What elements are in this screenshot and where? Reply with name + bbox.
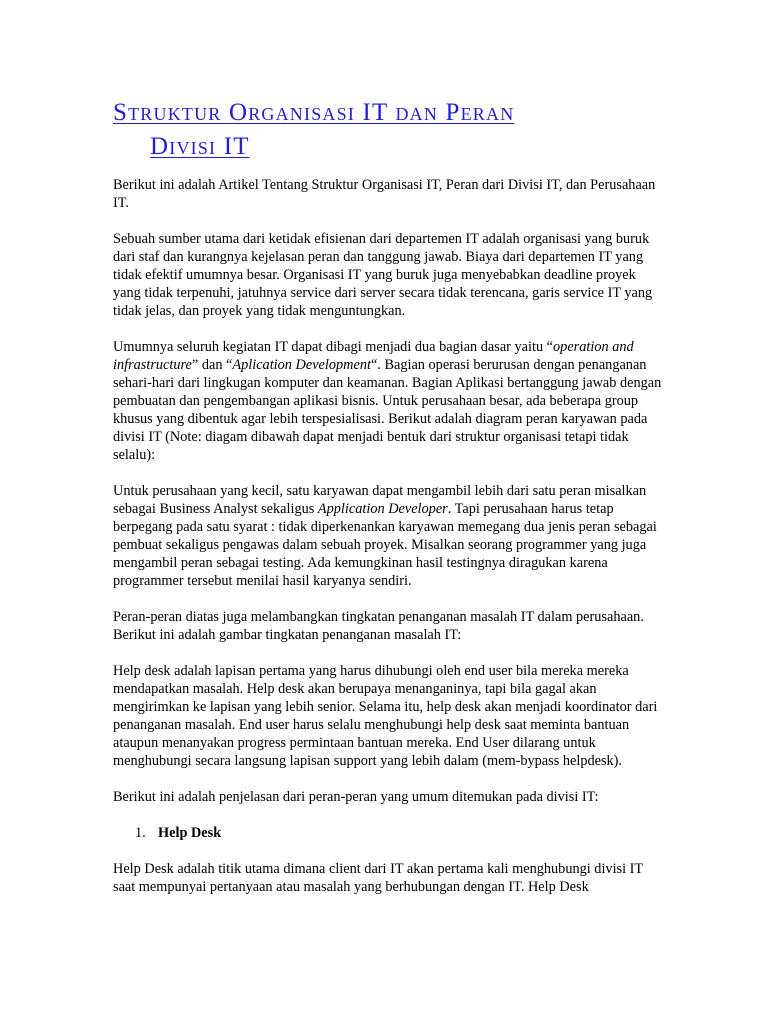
paragraph-text: Untuk perusahaan yang kecil, satu karyawan dapat mengambil lebih dari satu peran misalkan sebagai Business Analyst sekaligus xyxy=(113,483,647,517)
page-title xyxy=(113,96,673,164)
list-item xyxy=(113,824,666,842)
paragraph-help-desk: Help Desk adalah titik utama dimana client dari IT akan pertama kali menghubungi divisi IT saat mempunyai pertanyaan atau masalah yang berhubungan dengan IT. Help Desk xyxy=(113,861,643,895)
title-line-2: Divisi IT xyxy=(150,133,250,160)
article-body xyxy=(113,176,666,914)
list-item-label: Help Desk xyxy=(158,825,222,841)
roles-list xyxy=(113,824,666,842)
paragraph-text: . Tapi perusahaan harus tetap berpegang pada satu syarat : tidak diperkenankan karyawan memegang dua jenis peran sebagai pembuat sekaligus pengawas dalam sebuah proyek. Misalkan seorang programmer yang juga mengambil peran sebagai testing. Ada kemungkinan hasil testingnya diragukan karena programmer tersebut menilai hasil karyanya sendiri. xyxy=(113,501,657,589)
paragraph-small-company xyxy=(113,482,666,590)
paragraph-text: Umumnya seluruh kegiatan IT dapat dibagi menjadi dua bagian dasar yaitu “ xyxy=(113,339,554,355)
paragraph-intro: Berikut ini adalah Artikel Tentang Struktur Organisasi IT, Peran dari Divisi IT, dan Perusahaan IT. xyxy=(113,177,656,211)
list-number: 1. xyxy=(135,825,146,841)
title-line-1: Struktur Organisasi IT dan Peran xyxy=(113,99,515,126)
paragraph-inefficiency: Sebuah sumber utama dari ketidak efisienan dari departemen IT adalah organisasi yang buruk dari staf dan kurangnya kejelasan peran dan tanggung jawab. Biaya dari departemen IT yang tidak efektif umumnya besar. Organisasi IT yang buruk juga menyebabkan deadline proyek yang tidak terpenuhi, jatuhnya service dari server secara tidak terencana, garis service IT yang tidak jelas, dan proyek yang tidak menguntungkan. xyxy=(113,231,653,319)
paragraph-roles-intro: Berikut ini adalah penjelasan dari peran-peran yang umum ditemukan pada divisi IT: xyxy=(113,789,599,805)
paragraph-text: ” dan “ xyxy=(191,357,233,373)
paragraph-it-activities xyxy=(113,338,666,464)
paragraph-levels: Peran-peran diatas juga melambangkan tingkatan penanganan masalah IT dalam perusahaan. Berikut ini adalah gambar tingkatan penanganan masalah IT: xyxy=(113,609,644,643)
emphasis-application-development: Aplication Development xyxy=(232,357,371,373)
paragraph-text: “. Bagian operasi berurusan dengan penanganan sehari-hari dari lingkugan komputer dan keamanan. Bagian Aplikasi bertanggung jawab dengan pembuatan dan pengembangan aplikasi bisnis. Untuk perusahaan besar, ada beberapa group khusus yang dibentuk agar lebih terspesialisasi. Berikut adalah diagram peran karyawan pada divisi IT (Note: diagam dibawah dapat menjadi bentuk dari struktur organisasi tetapi tidak selalu): xyxy=(113,357,662,463)
paragraph-help-desk-layer: Help desk adalah lapisan pertama yang harus dihubungi oleh end user bila mereka mereka mendapatkan masalah. Help desk akan berupaya menanganinya, tapi bila gagal akan mengirimkan ke lapisan yang lebih senior. Selama itu, help desk akan menjadi koordinator dari penanganan masalah. End user harus selalu menghubungi help desk saat meminta bantuan ataupun menanyakan progress permintaan bantuan mereka. End User dilarang untuk menghubungi secara langsung lapisan support yang lebih dalam (mem-bypass helpdesk). xyxy=(113,663,658,769)
emphasis-operation: operation and infrastructure xyxy=(113,339,634,373)
emphasis-application-developer: Application Developer xyxy=(317,501,448,517)
